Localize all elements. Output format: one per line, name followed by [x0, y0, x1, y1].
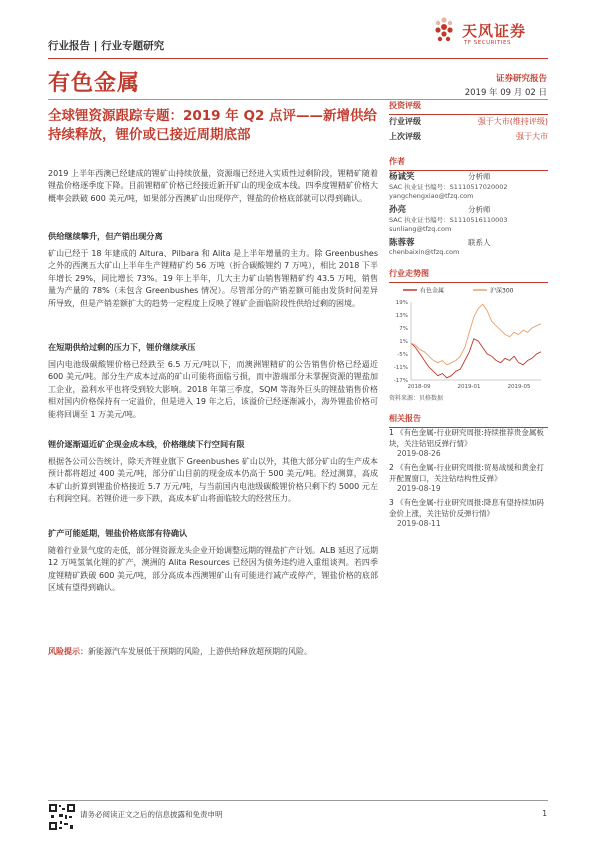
x-tick-label: 2018-09: [407, 384, 431, 390]
related-report-item[interactable]: [389, 498, 548, 530]
page-number: 1: [542, 809, 547, 818]
author-role: 分析师: [468, 172, 491, 181]
related-title: 相关报告: [389, 414, 421, 423]
section-title-1: 供给继续攀升，但产销出现分离: [48, 231, 163, 241]
author-license: SAC 执业证书编号：S1110516110003: [389, 216, 508, 224]
author-name: 孙亮: [389, 205, 407, 215]
rating-header: [389, 100, 548, 115]
qr-code-icon: [48, 803, 76, 831]
y-tick-label: -17%: [393, 378, 408, 384]
section-title-2: 在短期供给过剩的压力下，锂价继续承压: [48, 342, 196, 352]
author-role: 分析师: [468, 205, 491, 214]
related-report-text: 2 《有色金属-行业研究周报:贸易战缓和黄金打开配置窗口，关注钴结构性反弹》: [389, 463, 544, 483]
logo-name: 天风证券: [462, 22, 527, 40]
series-line-沪深300: [411, 304, 541, 365]
related-header: [389, 413, 548, 428]
report-category: 行业报告 | 行业专题研究: [48, 40, 165, 52]
author-role: 联系人: [468, 238, 491, 247]
section-title-4: 扩产可能延期，锂盐价格底部有待确认: [48, 528, 188, 538]
author-name: 陈蓉蓉: [389, 238, 415, 248]
author-email[interactable]: yangchengxiao@tfzq.com: [389, 192, 474, 200]
chart-source: 资料来源：贝格数据: [389, 395, 444, 402]
section-title-3: 锂价逐渐逼近矿企现金成本线，价格继续下行空间有限: [48, 439, 245, 449]
y-tick-label: -11%: [393, 365, 408, 371]
y-tick-label: -5%: [397, 352, 408, 358]
related-report-text: 3 《有色金属-行业研究周报:降息有望持续加码金价上涨，关注钴价反弹行情》: [389, 498, 544, 518]
footer-divider: [48, 800, 548, 801]
rating-value: 强于大市(维持评级): [477, 117, 548, 126]
related-report-item[interactable]: [389, 428, 548, 460]
section-text-3: 根据各公司公告统计，除天齐锂业旗下 Greenbushes 矿山以外，其他大部分矿山的生产成本预计都将超过 400 美元/吨，部分矿山目前的现金成本仍高于 500 美元/吨。经过测算，高成本矿山折算到锂盐价格接近 5.7 万元/吨，与当前国内电池级碳酸锂价格只剩下约 5000 元左右利润空间。若锂价进一步下跌，高成本矿山将面临较大的经营压力。: [48, 457, 378, 504]
report-date: 2019 年 09 月 02 日: [464, 88, 547, 98]
related-report-item[interactable]: [389, 463, 548, 495]
authors-header: [389, 156, 548, 171]
rating-value: 强于大市: [516, 132, 548, 141]
chart-divider: [389, 282, 548, 283]
author-name: 杨诚笑: [389, 172, 415, 182]
chart-header: [389, 268, 548, 283]
y-tick-label: 7%: [399, 326, 408, 332]
section-text-4: 随着行业景气度的走低，部分锂资源龙头企业开始调整远期的锂盐扩产计划。ALB 延迟了远期 12 万吨氢氧化锂的扩产，澳洲的 Alita Resources 已经因为债务违约进入重组谈判。若四季度锂精矿跌破 600 美元/吨，部分高成本西澳锂矿山有可能进行减产或停产，锂盐价格的底部区域有望得到确认。: [48, 546, 378, 593]
logo-subtitle: TF SECURITIES: [464, 40, 511, 46]
legend-label: 有色金属: [420, 287, 445, 295]
rating-key: 上次评级: [389, 132, 421, 141]
risk-warning: [48, 646, 388, 657]
legend-label: 沪深300: [490, 287, 514, 295]
risk-label: 风险提示：: [48, 647, 88, 656]
rating-key: 行业评级: [389, 117, 421, 126]
report-type: 证券研究报告: [495, 74, 547, 84]
y-tick-label: 19%: [395, 300, 408, 306]
chart-section-title: 行业走势图: [389, 269, 429, 278]
rating-divider: [389, 114, 548, 115]
related-report-date: 2019-08-26: [397, 449, 441, 458]
section-text-1: 矿山已经于 18 年建成的 Altura、Pilbara 和 Alita 是上半年增量的主力。除 Greenbushes 之外的西澳五大矿山上半年生产锂精矿约 56 万吨（折合碳酸锂约 7 万吨），相比 2018 下半年增长 29%，同比增长 73%。19 年上半年，几大主力矿山销售锂精矿约 43.5 万吨，销售量为产量的 78%（未包含 Greenbushes 情况）。尽管部分的产销差额可能由发货时间差异所导致，但是产销差额扩大的趋势一定程度上反映了锂矿企面临阶段性供给过剩的困境。: [48, 249, 378, 308]
author-email[interactable]: chenbaixin@tfzq.com: [389, 248, 460, 256]
risk-text: 新能源汽车发展低于预期的风险，上游供给释放超预期的风险。: [88, 647, 312, 656]
section-text-2: 国内电池级碳酸锂价格已经跌至 6.5 万元/吨以下，而澳洲锂精矿的公告销售价格已经逼近 600 美元/吨。部分生产成本过高的矿山可能将面临亏损，而中游端部分未掌握资源的锂盐加工企业，盈利水平也将受到较大影响。2018 年第三季度，SQM 等海外巨头的锂盐销售价格相对国内价格保持有一定溢价，但是进入 19 年之后，该溢价已经逐渐减小，海外锂盐价格可能将回调至 1 万美元/吨。: [48, 360, 378, 419]
author-email[interactable]: sunliang@tfzq.com: [389, 225, 452, 233]
x-tick-label: 2019-05: [507, 384, 531, 390]
related-report-date: 2019-08-11: [397, 519, 441, 528]
disclaimer-text: 请务必阅读正文之后的信息披露和免责申明: [80, 810, 223, 819]
authors-title: 作者: [389, 157, 405, 166]
author-license: SAC 执业证书编号：S1110517020002: [389, 183, 508, 191]
related-report-text: 1 《有色金属-行业研究周报:持续推荐贵金属板块，关注钴铝反弹行情》: [389, 428, 544, 448]
sector-title: 有色金属: [48, 71, 141, 96]
y-tick-label: 1%: [399, 339, 408, 345]
header-divider: [48, 58, 548, 59]
related-report-date: 2019-08-19: [397, 484, 441, 493]
intro-paragraph: 2019 上半年西澳已经建成的锂矿山持续放量，资源端已经进入实质性过剩阶段，锂精矿随着锂盐价格逐季度下降。目前锂精矿价格已经接近新开矿山的现金成本线。四季度锂精矿价格大概率会跌破 600 美元/吨，如果部分西澳矿山出现停产，锂盐的价格底部就可以得到确认。: [48, 169, 378, 203]
y-tick-label: 13%: [395, 313, 408, 319]
report-headline: 全球锂资源跟踪专题：2019 年 Q2 点评——新增供给持续释放，锂价或已接近周期底部: [48, 108, 378, 143]
rating-title: 投资评级: [389, 101, 421, 110]
x-tick-label: 2019-01: [457, 384, 481, 390]
industry-trend-chart: [389, 284, 548, 396]
